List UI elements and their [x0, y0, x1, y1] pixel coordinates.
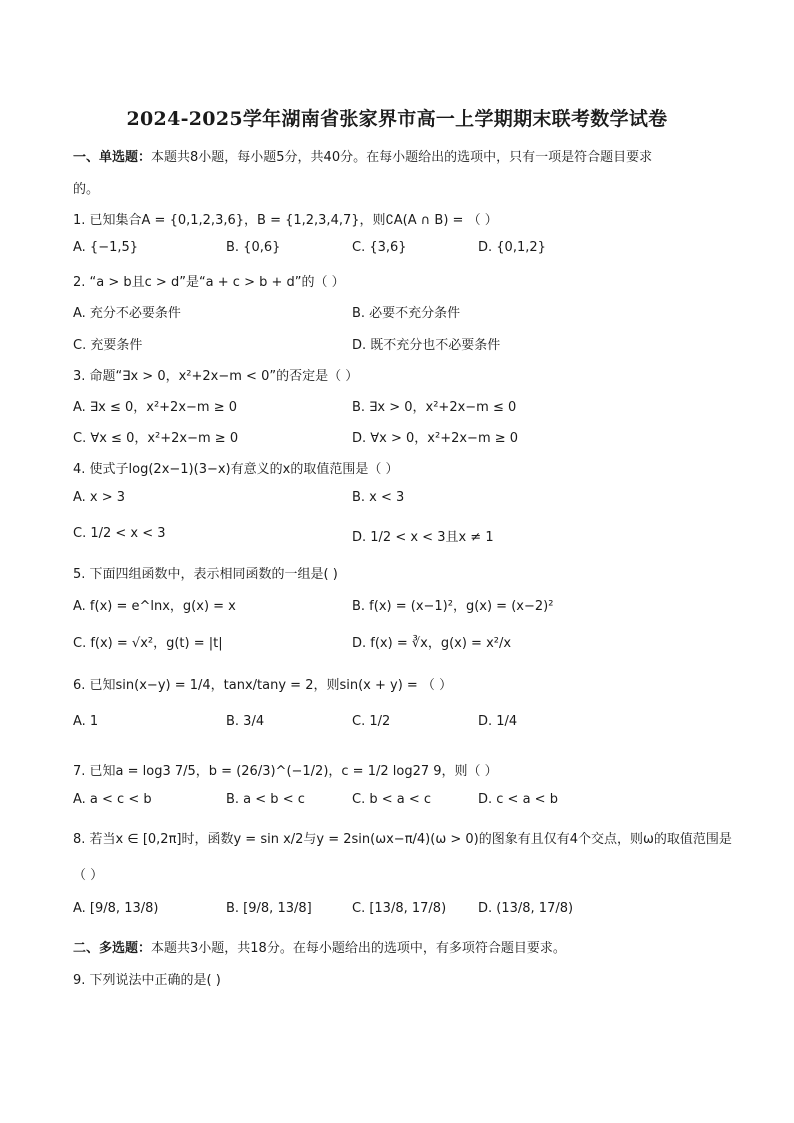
- q5-option-c[interactable]: C. f(x) = √x²，g(t) = |t|: [73, 636, 223, 651]
- section-2-header: [73, 937, 566, 956]
- section-1-name: 一、单选题：: [73, 150, 152, 165]
- q2-option-d[interactable]: D. 既不充分也不必要条件: [352, 338, 501, 353]
- section-2-desc: 本题共3小题，共18分。在每小题给出的选项中，有多项符合题目要求。: [151, 941, 566, 956]
- q4-option-d[interactable]: D. 1/2 < x < 3且x ≠ 1: [352, 530, 494, 545]
- page-title: 2024-2025学年湖南省张家界市高一上学期期末联考数学试卷: [126, 108, 668, 130]
- q5-option-a[interactable]: A. f(x) = e^lnx，g(x) = x: [73, 599, 236, 614]
- question-3-stem: 3. 命题“∃x > 0，x²+2x−m < 0”的否定是（ ）: [73, 369, 359, 384]
- q7-option-b[interactable]: B. a < b < c: [226, 792, 305, 807]
- question-2-stem: 2. “a > b且c > d”是“a + c > b + d”的（ ）: [73, 275, 345, 290]
- question-1-stem: 1. 已知集合A = {0,1,2,3,6}，B = {1,2,3,4,7}，则∁A(A ∩ B) = （ ）: [73, 213, 498, 228]
- section-1-desc-cont: 的。: [73, 182, 100, 197]
- q3-option-b[interactable]: B. ∃x > 0，x²+2x−m ≤ 0: [352, 400, 517, 415]
- q1-option-d[interactable]: D. {0,1,2}: [478, 240, 546, 255]
- q6-option-b[interactable]: B. 3/4: [226, 714, 265, 729]
- q7-option-d[interactable]: D. c < a < b: [478, 792, 558, 807]
- q6-option-c[interactable]: C. 1/2: [352, 714, 391, 729]
- q8-option-a[interactable]: A. [9/8, 13/8): [73, 901, 159, 916]
- q6-option-a[interactable]: A. 1: [73, 714, 99, 729]
- q4-option-a[interactable]: A. x > 3: [73, 490, 126, 505]
- q2-option-a[interactable]: A. 充分不必要条件: [73, 306, 181, 321]
- q1-option-b[interactable]: B. {0,6}: [226, 240, 281, 255]
- q5-option-b[interactable]: B. f(x) = (x−1)²，g(x) = (x−2)²: [352, 599, 554, 614]
- q2-option-b[interactable]: B. 必要不充分条件: [352, 306, 461, 321]
- question-4-stem: 4. 使式子log(2x−1)(3−x)有意义的x的取值范围是（ ）: [73, 462, 399, 477]
- q4-option-b[interactable]: B. x < 3: [352, 490, 405, 505]
- section-1-header: [73, 146, 652, 165]
- q2-option-c[interactable]: C. 充要条件: [73, 338, 143, 353]
- question-8-stem: 8. 若当x ∈ [0,2π]时，函数y = sin x/2与y = 2sin(ωx−π/4)(ω > 0)的图象有且仅有4个交点，则ω的取值范围是: [73, 832, 732, 847]
- q8-option-d[interactable]: D. (13/8, 17/8): [478, 901, 574, 916]
- question-5-stem: 5. 下面四组函数中，表示相同函数的一组是( ): [73, 567, 338, 582]
- q8-option-c[interactable]: C. [13/8, 17/8): [352, 901, 447, 916]
- q3-option-a[interactable]: A. ∃x ≤ 0，x²+2x−m ≥ 0: [73, 400, 238, 415]
- q1-option-a[interactable]: A. {−1,5}: [73, 240, 139, 255]
- section-1-desc: 本题共8小题，每小题5分，共40分。在每小题给出的选项中，只有一项是符合题目要求: [151, 150, 653, 165]
- q3-option-d[interactable]: D. ∀x > 0，x²+2x−m ≥ 0: [352, 431, 519, 446]
- q8-option-b[interactable]: B. [9/8, 13/8]: [226, 901, 312, 916]
- q5-option-d[interactable]: D. f(x) = ∛x，g(x) = x²/x: [352, 636, 512, 651]
- section-2-name: 二、多选题：: [73, 941, 152, 956]
- q1-option-c[interactable]: C. {3,6}: [352, 240, 407, 255]
- question-9-stem: 9. 下列说法中正确的是( ): [73, 973, 221, 988]
- q3-option-c[interactable]: C. ∀x ≤ 0，x²+2x−m ≥ 0: [73, 431, 239, 446]
- question-8-stem-cont: （ ）: [73, 868, 104, 883]
- q7-option-a[interactable]: A. a < c < b: [73, 792, 152, 807]
- q6-option-d[interactable]: D. 1/4: [478, 714, 518, 729]
- question-7-stem: 7. 已知a = log3 7/5，b = (26/3)^(−1/2)，c = 1/2 log27 9，则（ ）: [73, 764, 498, 779]
- question-6-stem: 6. 已知sin(x−y) = 1/4，tanx/tany = 2，则sin(x + y) = （ ）: [73, 678, 453, 693]
- q7-option-c[interactable]: C. b < a < c: [352, 792, 432, 807]
- q4-option-c[interactable]: C. 1/2 < x < 3: [73, 526, 166, 541]
